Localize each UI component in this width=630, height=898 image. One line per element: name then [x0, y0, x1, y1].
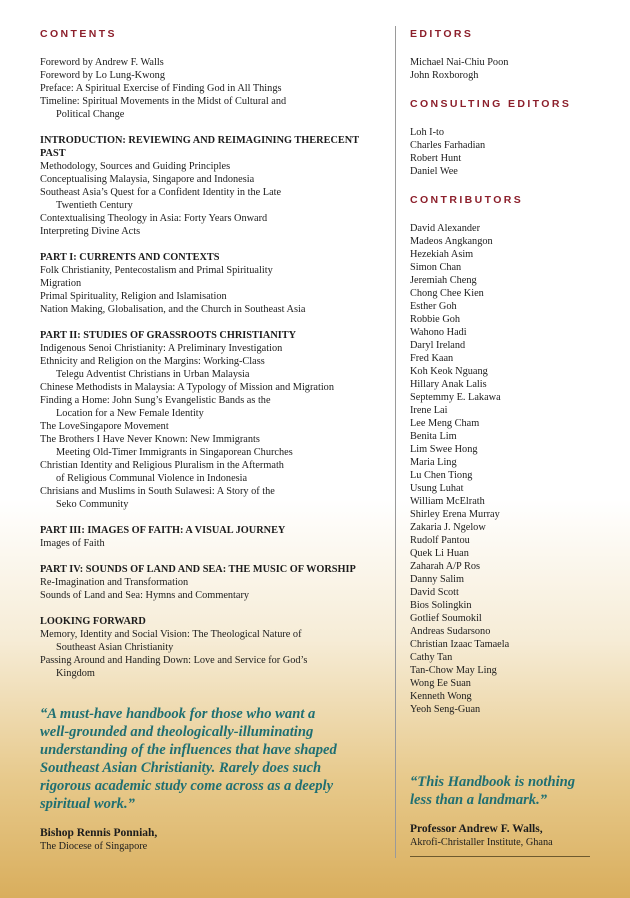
- person-name: Lu Chen Tiong: [410, 470, 473, 481]
- editors-heading: EDITORS: [410, 28, 474, 40]
- person-name: Charles Farhadian: [410, 140, 486, 151]
- contents-entry: [40, 433, 385, 459]
- entry-line: Foreword by Andrew F. Walls: [40, 57, 164, 68]
- person-name: Robert Hunt: [410, 153, 462, 164]
- entry-line: PART I: CURRENTS AND CONTEXTS: [40, 252, 220, 263]
- entry-line: Methodology, Sources and Guiding Principles: [40, 161, 231, 172]
- person-name: Tan-Chow May Ling: [410, 665, 497, 676]
- contents-entry: [40, 485, 385, 511]
- person-name: Cathy Tan: [410, 652, 453, 663]
- person-name: Zakaria J. Ngelow: [410, 522, 486, 533]
- person-name: Lim Swee Hong: [410, 444, 478, 455]
- person-name: Bios Solingkin: [410, 600, 472, 611]
- entry-line: Chrisians and Muslims in South Sulawesi: A Story of the: [40, 486, 275, 497]
- person-name: Rudolf Pantou: [410, 535, 470, 546]
- quote-line: understanding of the influences that have shaped: [40, 742, 337, 758]
- entry-line: Timeline: Spiritual Movements in the Midst of Cultural and: [40, 96, 287, 107]
- contents-section: [40, 563, 385, 602]
- contents-entry: [40, 69, 385, 82]
- contents-entry: [40, 537, 385, 550]
- entry-continuation: Location for a New Female Identity: [56, 408, 204, 419]
- entry-line: Preface: A Spiritual Exercise of Finding God in All Things: [40, 83, 282, 94]
- contents-entry: [40, 225, 385, 238]
- person-name: Daniel Wee: [410, 166, 458, 177]
- endorser-name: Bishop Rennis Ponniah,: [40, 827, 158, 839]
- credits-column: [410, 28, 605, 716]
- person-name: John Roxborogh: [410, 70, 479, 81]
- contents-entry: [40, 628, 385, 654]
- section-title: [40, 329, 385, 342]
- person-name: Shirley Erena Murray: [410, 509, 500, 520]
- person-name: Kenneth Wong: [410, 691, 472, 702]
- contents-entry: [40, 95, 385, 121]
- entry-line: Folk Christianity, Pentecostalism and Primal Spirituality: [40, 265, 273, 276]
- person-name: Wahono Hadi: [410, 327, 467, 338]
- front-matter-list: [40, 56, 385, 121]
- contents-entry: [40, 654, 385, 680]
- quote-line: well-grounded and theologically-illuminating: [40, 724, 314, 740]
- endorsement-right: [410, 773, 605, 850]
- section-title: [40, 615, 385, 628]
- contents-entry: [40, 303, 385, 316]
- entry-line: Images of Faith: [40, 538, 105, 549]
- person-name: Septemmy E. Lakawa: [410, 392, 501, 403]
- entry-continuation: Twentieth Century: [56, 200, 133, 211]
- contents-section: [40, 615, 385, 680]
- person-name: Christian Izaac Tamaela: [410, 639, 510, 650]
- entry-line: Southeast Asia’s Quest for a Confident Identity in the Late: [40, 187, 282, 198]
- entry-line: Contextualising Theology in Asia: Forty Years Onward: [40, 213, 268, 224]
- person-name: Fred Kaan: [410, 353, 454, 364]
- entry-continuation: of Religious Communal Violence in Indonesia: [56, 473, 248, 484]
- section-title: [40, 524, 385, 537]
- contents-column: [40, 28, 385, 693]
- endorsement-quote: [410, 773, 605, 809]
- person-name: Irene Lai: [410, 405, 448, 416]
- entry-line: Conceptualising Malaysia, Singapore and Indonesia: [40, 174, 255, 185]
- contents-sections: [40, 134, 385, 680]
- entry-line: Chinese Methodists in Malaysia: A Typology of Mission and Migration: [40, 382, 334, 393]
- contents-entry: [40, 264, 385, 277]
- contents-entry: [40, 394, 385, 420]
- person-name: David Alexander: [410, 223, 481, 234]
- entry-line: Foreword by Lo Lung-Kwong: [40, 70, 165, 81]
- contents-entry: [40, 173, 385, 186]
- entry-continuation: Kingdom: [56, 668, 95, 679]
- person-name: Andreas Sudarsono: [410, 626, 491, 637]
- contents-entry: [40, 589, 385, 602]
- contents-entry: [40, 576, 385, 589]
- section-title: [40, 251, 385, 264]
- quote-line: “This Handbook is nothing: [410, 774, 576, 790]
- contents-section: [40, 134, 385, 238]
- entry-continuation: RECENT PAST: [40, 135, 359, 159]
- contents-section: [40, 329, 385, 511]
- person-name: Madeos Angkangon: [410, 236, 493, 247]
- entry-line: Ethnicity and Religion on the Margins: Working-Class: [40, 356, 265, 367]
- quote-line: less than a landmark.”: [410, 792, 548, 808]
- person-name: Koh Keok Nguang: [410, 366, 488, 377]
- contents-section: [40, 524, 385, 550]
- contents-entry: [40, 355, 385, 381]
- person-name: Zaharah A/P Ros: [410, 561, 480, 572]
- contents-section: [40, 251, 385, 316]
- person-name: Maria Ling: [410, 457, 457, 468]
- person-name: Quek Li Huan: [410, 548, 469, 559]
- contents-entry: [40, 56, 385, 69]
- entry-continuation: Political Change: [56, 109, 125, 120]
- entry-line: The LoveSingapore Movement: [40, 421, 169, 432]
- entry-continuation: Seko Community: [56, 499, 129, 510]
- endorsement-left: [40, 705, 385, 854]
- entry-continuation: Meeting Old-Timer Immigrants in Singaporean Churches: [56, 447, 293, 458]
- contents-entry: [40, 459, 385, 485]
- person-name: Jeremiah Cheng: [410, 275, 477, 286]
- person-name: Daryl Ireland: [410, 340, 466, 351]
- entry-line: Primal Spirituality, Religion and Islamisation: [40, 291, 227, 302]
- contents-heading: CONTENTS: [40, 28, 117, 40]
- person-name: Chong Chee Kien: [410, 288, 484, 299]
- person-name: Yeoh Seng-Guan: [410, 704, 481, 715]
- entry-line: Indigenous Senoi Christianity: A Preliminary Investigation: [40, 343, 283, 354]
- person-name: William McElrath: [410, 496, 485, 507]
- endorser-name: Professor Andrew F. Walls,: [410, 823, 543, 835]
- contributors-heading: CONTRIBUTORS: [410, 194, 524, 206]
- person-name: Esther Goh: [410, 301, 457, 312]
- consulting-editors-heading: CONSULTING EDITORS: [410, 98, 572, 110]
- entry-line: INTRODUCTION: REVIEWING AND REIMAGINING THE: [40, 135, 317, 146]
- contents-entry: [40, 160, 385, 173]
- entry-continuation: Southeast Asian Christianity: [56, 642, 174, 653]
- person-name: Gotlief Soumokil: [410, 613, 482, 624]
- person-name: Michael Nai-Chiu Poon: [410, 57, 509, 68]
- entry-line: PART II: STUDIES OF GRASSROOTS CHRISTIANITY: [40, 330, 297, 341]
- section-title: [40, 563, 385, 576]
- entry-line: Finding a Home: John Sung’s Evangelistic Bands as the: [40, 395, 271, 406]
- entry-line: Re-Imagination and Transformation: [40, 577, 189, 588]
- contents-entry: [40, 82, 385, 95]
- endorser-underline: [410, 856, 590, 857]
- quote-line: Southeast Asian Christianity. Rarely does such: [40, 760, 322, 776]
- person-name: Robbie Goh: [410, 314, 461, 325]
- contents-entry: [40, 381, 385, 394]
- section-title: [40, 134, 385, 160]
- quote-line: “A must-have handbook for those who want a: [40, 706, 316, 722]
- column-divider: [395, 26, 396, 858]
- quote-line: spiritual work.”: [40, 796, 135, 812]
- person-name: David Scott: [410, 587, 459, 598]
- contents-entry: [40, 277, 385, 290]
- contents-entry: [40, 212, 385, 225]
- entry-line: Interpreting Divine Acts: [40, 226, 141, 237]
- person-name: Benita Lim: [410, 431, 457, 442]
- person-name: Lee Meng Cham: [410, 418, 480, 429]
- person-name: Simon Chan: [410, 262, 462, 273]
- entry-line: Christian Identity and Religious Pluralism in the Aftermath: [40, 460, 284, 471]
- contents-entry: [40, 186, 385, 212]
- entry-line: Nation Making, Globalisation, and the Church in Southeast Asia: [40, 304, 306, 315]
- entry-line: Sounds of Land and Sea: Hymns and Commentary: [40, 590, 250, 601]
- person-name: Loh I-to: [410, 127, 445, 138]
- entry-line: Passing Around and Handing Down: Love and Service for God’s: [40, 655, 308, 666]
- quote-line: rigorous academic study come across as a deeply: [40, 778, 334, 794]
- endorser-organization: The Diocese of Singapore: [40, 841, 148, 852]
- endorser-organization: Akrofi-Christaller Institute, Ghana: [410, 837, 553, 848]
- entry-line: The Brothers I Have Never Known: New Immigrants: [40, 434, 260, 445]
- entry-continuation: Telegu Adventist Christians in Urban Malaysia: [56, 369, 250, 380]
- person-name: Usung Luhat: [410, 483, 464, 494]
- entry-line: PART IV: SOUNDS OF LAND AND SEA: THE MUSIC OF WORSHIP: [40, 564, 356, 575]
- entry-line: Memory, Identity and Social Vision: The Theological Nature of: [40, 629, 302, 640]
- person-name: Hillary Anak Lalis: [410, 379, 487, 390]
- endorsement-quote: [40, 705, 385, 813]
- person-name: Wong Ee Suan: [410, 678, 471, 689]
- entry-line: LOOKING FORWARD: [40, 616, 146, 627]
- contents-entry: [40, 342, 385, 355]
- contributors-list: [410, 222, 605, 716]
- entry-line: Migration: [40, 278, 82, 289]
- consulting-editors-list: [410, 126, 605, 178]
- entry-line: PART III: IMAGES OF FAITH: A VISUAL JOURNEY: [40, 525, 286, 536]
- person-name: Danny Salim: [410, 574, 465, 585]
- person-name: Hezekiah Asim: [410, 249, 474, 260]
- contents-entry: [40, 290, 385, 303]
- contents-entry: [40, 420, 385, 433]
- editors-list: [410, 56, 605, 82]
